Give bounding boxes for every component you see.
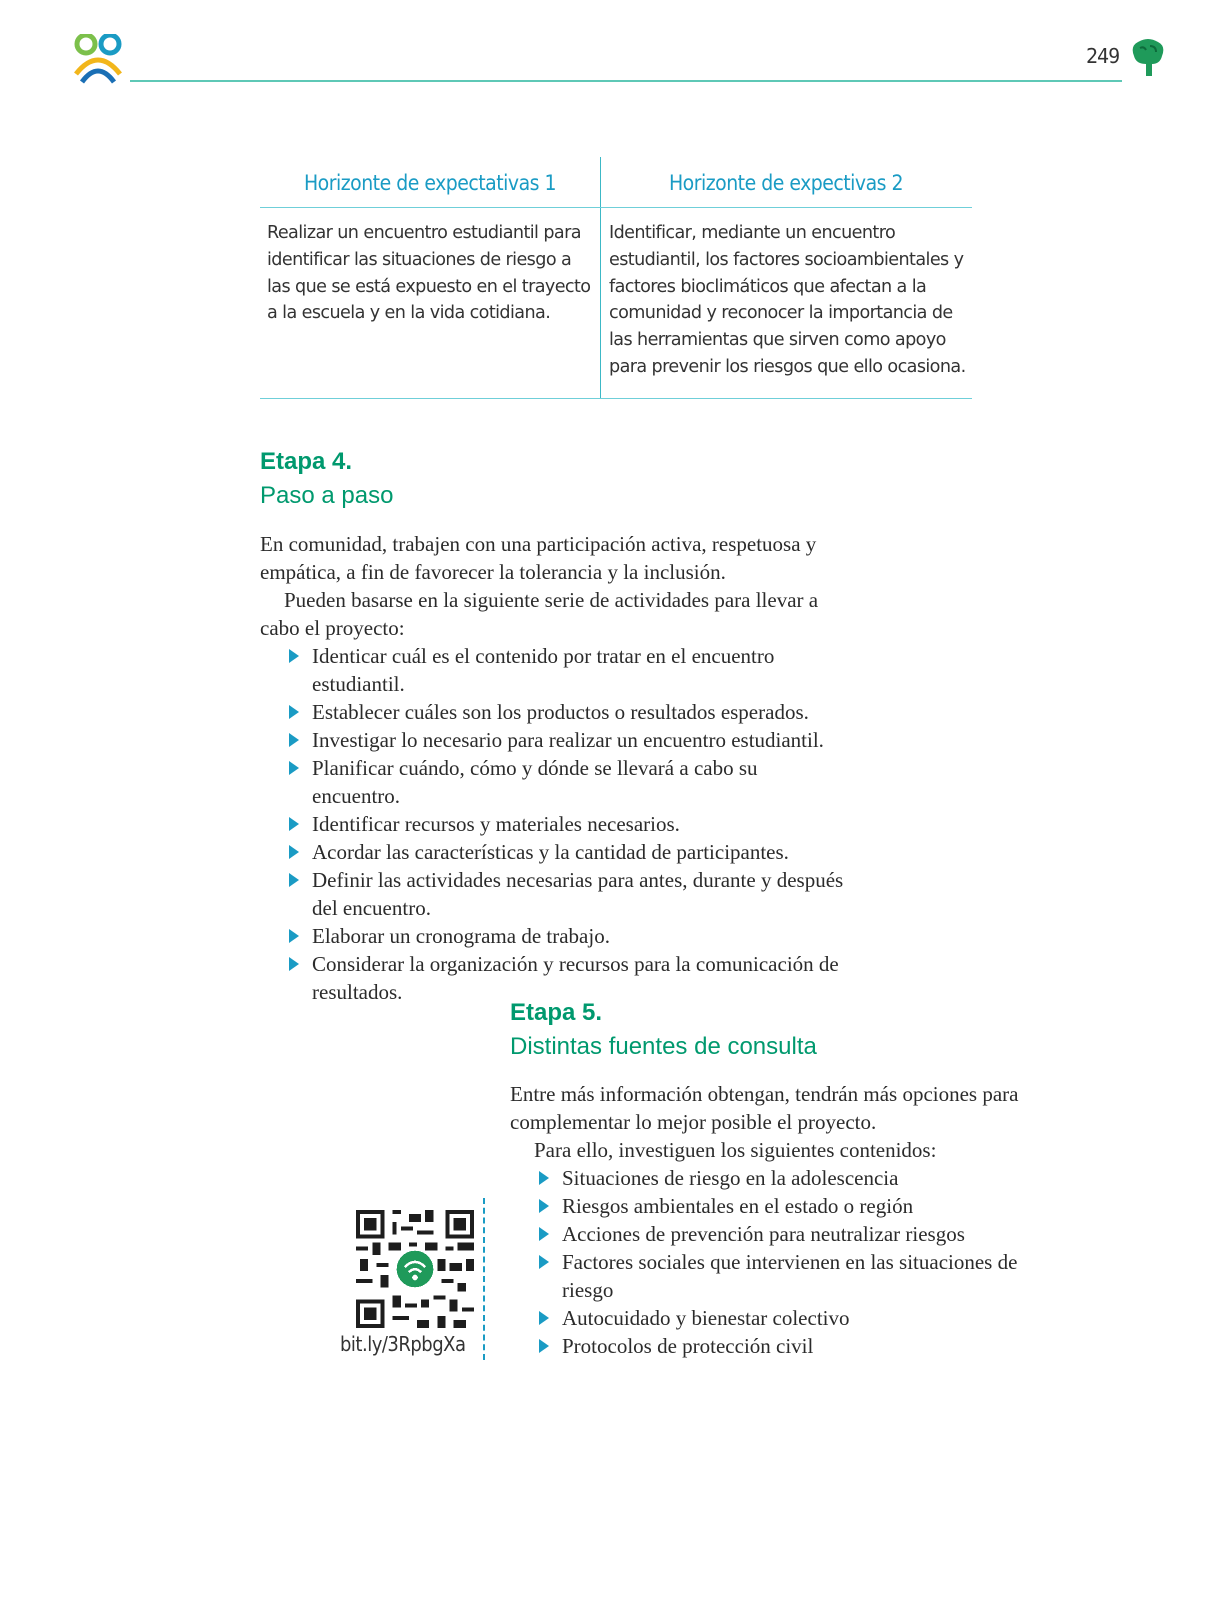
qr-link[interactable]: bit.ly/3RpbgXa [340, 1332, 466, 1356]
table-header-rule [260, 207, 972, 208]
list-item: Factores sociales que intervienen en las situaciones de riesgo [510, 1248, 1040, 1304]
list-item: Situaciones de riesgo en la adolescencia [510, 1164, 1040, 1192]
etapa5-subtitle: Distintas fuentes de consulta [510, 1033, 817, 1060]
etapa5-paragraph-1: Entre más información obtengan, tendrán más opciones para complementar lo mejor posible el proyecto. [510, 1082, 1019, 1134]
bullet-triangle-icon [539, 1255, 549, 1269]
list-item: Considerar la organización y recursos para la comunicación de resultados. [260, 950, 850, 1006]
bullet-triangle-icon [539, 1311, 549, 1325]
bullet-triangle-icon [289, 761, 299, 775]
list-item: Investigar lo necesario para realizar un encuentro estudiantil. [260, 726, 850, 754]
list-item: Planificar cuándo, cómo y dónde se llevará a cabo su encuentro. [260, 754, 850, 810]
etapa4-title: Etapa 4. [260, 448, 353, 475]
bullet-triangle-icon [539, 1171, 549, 1185]
etapa4-subtitle: Paso a paso [260, 482, 394, 509]
bullet-triangle-icon [289, 845, 299, 859]
list-item: Elaborar un cronograma de trabajo. [260, 922, 850, 950]
list-item: Acordar las características y la cantidad de participantes. [260, 838, 850, 866]
list-item: Autocuidado y bienestar colectivo [510, 1304, 1040, 1332]
green-tree-icon [1130, 38, 1166, 78]
etapa4-paragraph-2: Pueden basarse en la siguiente serie de actividades para llevar a cabo el proyecto: [260, 588, 819, 640]
header-rule [130, 80, 1122, 82]
bullet-triangle-icon [539, 1339, 549, 1353]
bullet-triangle-icon [289, 733, 299, 747]
bullet-triangle-icon [289, 873, 299, 887]
etapa5-paragraph-2: Para ello, investiguen los siguientes contenidos: [534, 1138, 937, 1162]
bullet-triangle-icon [289, 649, 299, 663]
qr-dashed-divider [483, 1198, 485, 1360]
etapa5-heading [510, 996, 817, 1064]
bullet-triangle-icon [539, 1199, 549, 1213]
etapa4-body [260, 530, 860, 1006]
list-item: Protocolos de protección civil [510, 1332, 1040, 1360]
table-header-1: Horizonte de expectativas 1 [303, 171, 557, 195]
page-number: 249 [1086, 44, 1120, 68]
list-item: Riesgos ambientales en el estado o región [510, 1192, 1040, 1220]
bullet-triangle-icon [289, 929, 299, 943]
bullet-triangle-icon [289, 705, 299, 719]
table-cell-2: Identificar, mediante un encuentro estudiantil, los factores socioambientales y factores bioclimáticos que afectan a la comunidad y reconocer la importancia de las herramientas que sirven como apoyo para prevenir los riesgos que ello ocasiona. [609, 223, 966, 377]
bullet-triangle-icon [289, 817, 299, 831]
list-item: Acciones de prevención para neutralizar riesgos [510, 1220, 1040, 1248]
bullet-triangle-icon [289, 957, 299, 971]
intertwined-figures-logo-icon [72, 34, 124, 84]
etapa4-paragraph-1: En comunidad, trabajen con una participación activa, respetuosa y empática, a fin de favorecer la tolerancia y la inclusión. [260, 532, 817, 584]
list-item: Identicar cuál es el contenido por tratar en el encuentro estudiantil. [260, 642, 850, 698]
bullet-triangle-icon [539, 1227, 549, 1241]
qr-code-icon[interactable] [356, 1210, 474, 1328]
etapa4-heading [260, 445, 393, 513]
table-bottom-rule [260, 398, 972, 399]
etapa5-body [510, 1080, 1040, 1360]
table-header-2: Horizonte de expectivas 2 [668, 171, 904, 195]
list-item: Definir las actividades necesarias para antes, durante y después del encuentro. [260, 866, 850, 922]
etapa4-list [260, 642, 850, 1006]
etapa5-list [510, 1164, 1040, 1360]
etapa5-title: Etapa 5. [510, 999, 603, 1026]
table-cell-1: Realizar un encuentro estudiantil para identificar las situaciones de riesgo a las que se está expuesto en el trayecto a la escuela y en la vida cotidiana. [267, 223, 591, 324]
list-item: Identificar recursos y materiales necesarios. [260, 810, 850, 838]
list-item: Establecer cuáles son los productos o resultados esperados. [260, 698, 850, 726]
